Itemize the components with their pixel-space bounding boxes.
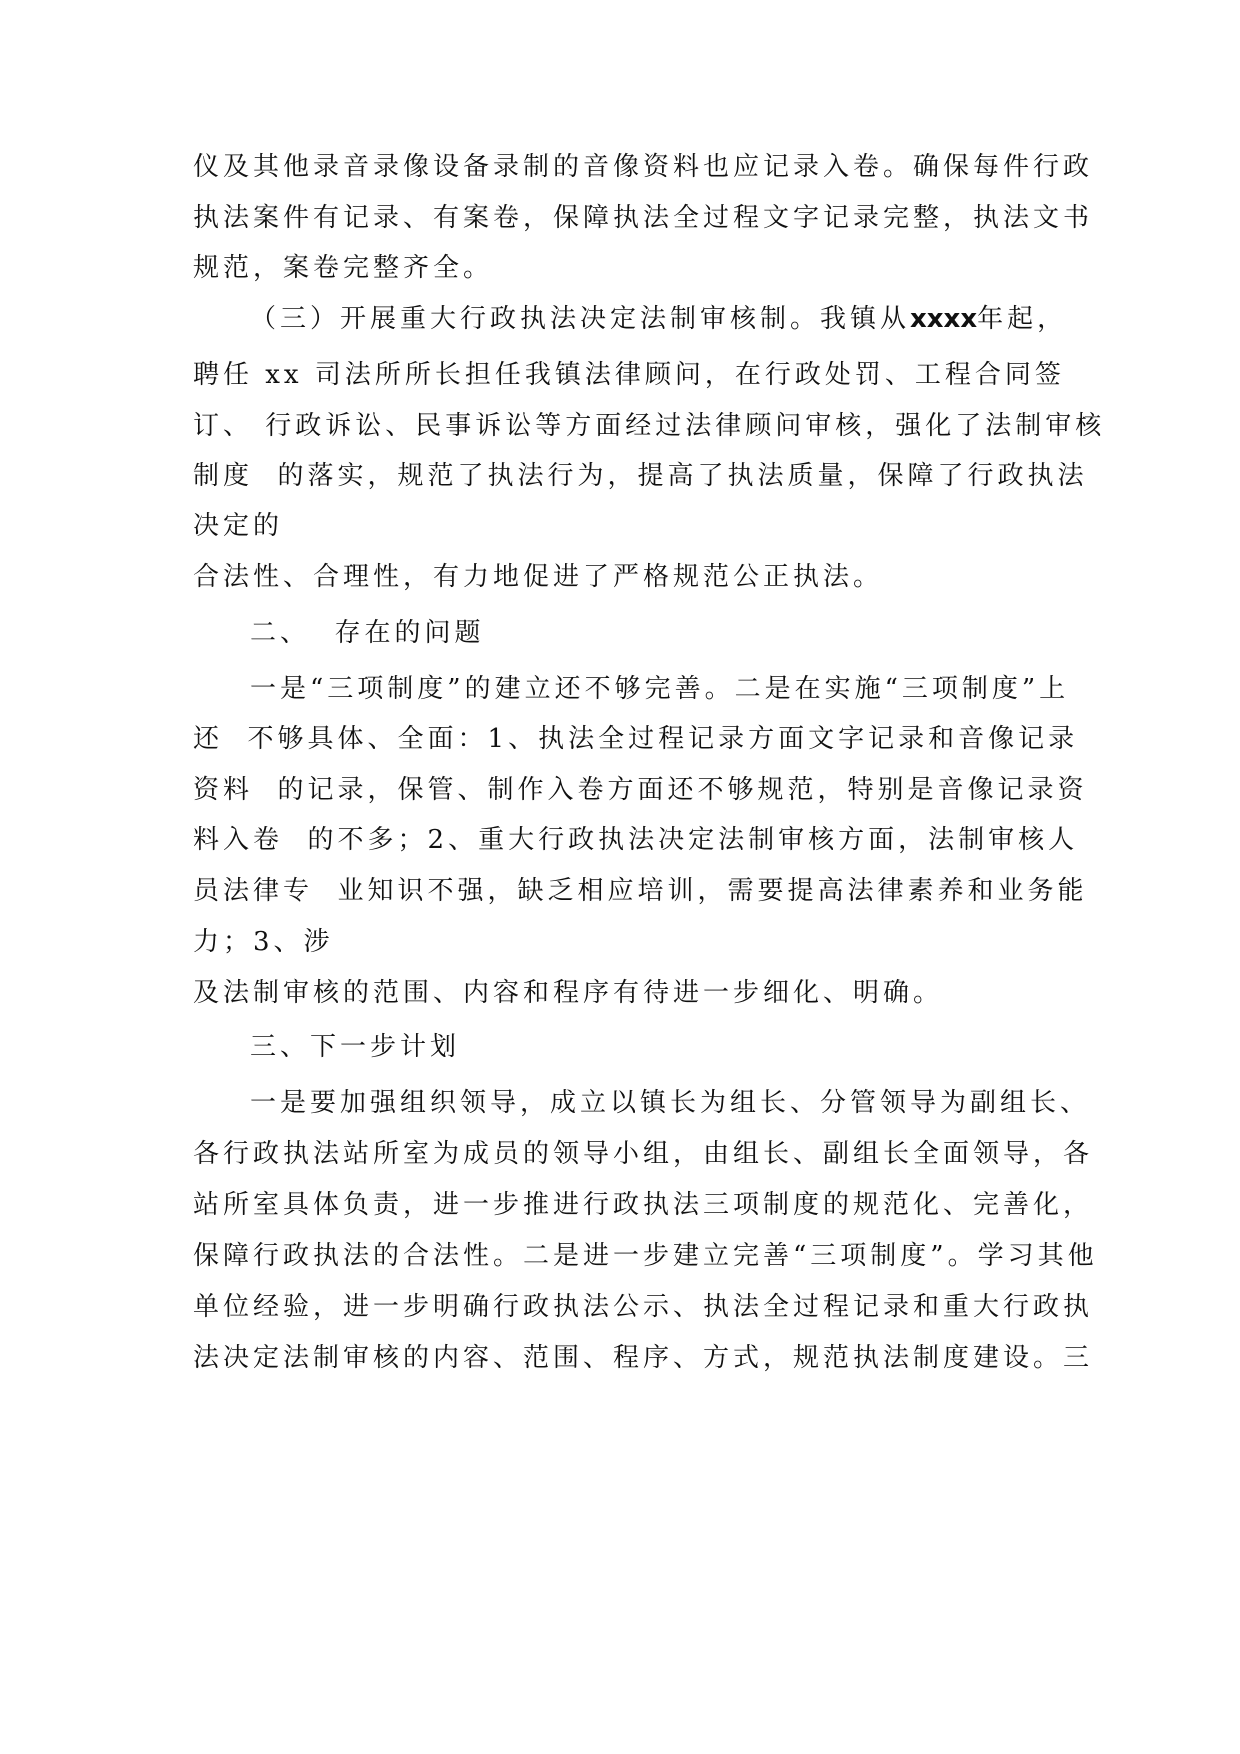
paragraph-line: 仪及其他录音录像设备录制的音像资料也应记录入卷。确保每件行政 xyxy=(193,152,1094,182)
paragraph-line: 决定的 xyxy=(193,511,284,541)
paragraph-line: 一是要加强组织领导，成立以镇长为组长、分管领导为副组长、 xyxy=(250,1088,1091,1118)
section-heading-problems: 二、 存在的问题 xyxy=(250,618,485,648)
paragraph-line: 执法案件有记录、有案卷，保障执法全过程文字记录完整，执法文书 xyxy=(193,203,1094,233)
paragraph-line: 单位经验，进一步明确行政执法公示、执法全过程记录和重大行政执 xyxy=(193,1292,1094,1322)
paragraph-line: 法决定法制审核的内容、范围、程序、方式，规范执法制度建设。三 xyxy=(193,1343,1094,1373)
paragraph-line: 制度 的落实，规范了执法行为，提高了执法质量，保障了行政执法 xyxy=(193,461,1088,491)
paragraph-line: 各行政执法站所室为成员的领导小组，由组长、副组长全面领导，各 xyxy=(193,1139,1094,1169)
section-3-heading-line xyxy=(250,302,1067,336)
section-heading-next-steps: 三、下一步计划 xyxy=(250,1032,461,1062)
section-3-heading-tail: 年起， xyxy=(977,304,1068,334)
paragraph-line: 及法制审核的范围、内容和程序有待进一步细化、明确。 xyxy=(193,978,944,1008)
year-placeholder: xxxx xyxy=(910,304,978,334)
paragraph-line: 聘任 xx 司法所所长担任我镇法律顾问，在行政处罚、工程合同签 xyxy=(193,360,1065,390)
paragraph-line: 订、 行政诉讼、民事诉讼等方面经过法律顾问审核，强化了法制审核 xyxy=(193,411,1106,441)
section-3-heading-text: （三）开展重大行政执法决定法制审核制。我镇从 xyxy=(250,304,911,334)
paragraph-line: 员法律专 业知识不强，缺乏相应培训，需要提高法律素养和业务能 xyxy=(193,876,1088,906)
paragraph-line: 保障行政执法的合法性。二是进一步建立完善“三项制度”。学习其他 xyxy=(193,1241,1098,1271)
paragraph-line: 规范，案卷完整齐全。 xyxy=(193,253,494,283)
paragraph-line: 合法性、合理性，有力地促进了严格规范公正执法。 xyxy=(193,562,884,592)
paragraph-line: 站所室具体负责，进一步推进行政执法三项制度的规范化、完善化， xyxy=(193,1190,1094,1220)
paragraph-line: 料入卷 的不多；2、重大行政执法决定法制审核方面，法制审核人 xyxy=(193,825,1079,855)
paragraph-line: 还 不够具体、全面：1、执法全过程记录方面文字记录和音像记录 xyxy=(193,724,1079,754)
paragraph-line: 资料 的记录，保管、制作入卷方面还不够规范，特别是音像记录资 xyxy=(193,775,1088,805)
paragraph-line: 一是“三项制度”的建立还不够完善。二是在实施“三项制度”上 xyxy=(250,674,1070,704)
paragraph-line: 力；3、涉 xyxy=(193,927,334,957)
